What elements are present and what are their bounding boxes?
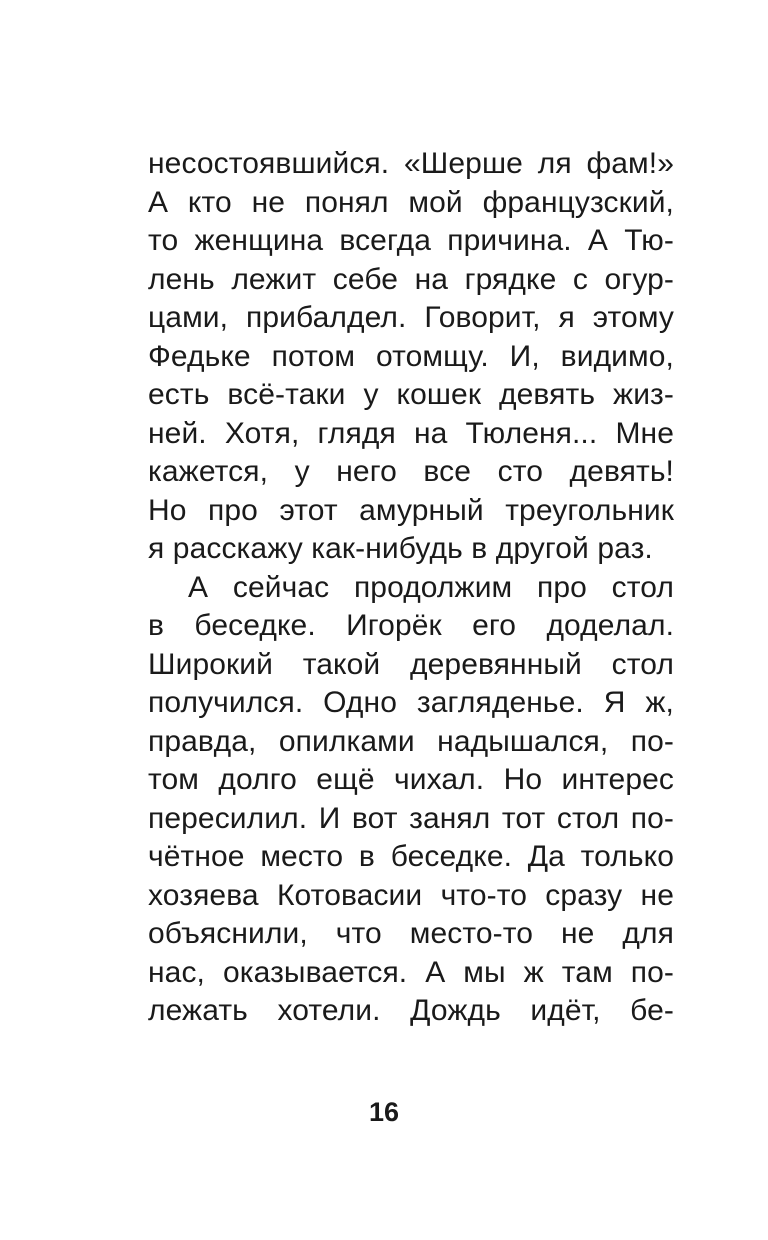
text-line: получился. Одно загляденье. Я ж, xyxy=(148,686,674,719)
text-line: пересилил. И вот занял тот стол по- xyxy=(148,801,674,835)
text-line: кажется, у него все сто девять! xyxy=(148,455,674,488)
text-line: лежать хотели. Дождь идёт, бе- xyxy=(148,994,674,1027)
text-line: есть всё-таки у кошек девять жиз- xyxy=(148,378,674,411)
page-number: 16 xyxy=(368,1097,400,1127)
text-line: чётное место в беседке. Да только xyxy=(148,840,674,873)
text-line: несостоявшийся. «Шерше ля фам!» xyxy=(148,147,674,180)
text-line: то женщина всегда причина. А Тю- xyxy=(148,224,674,257)
paragraph-2 xyxy=(148,569,674,1031)
text-line: А кто не понял мой французский, xyxy=(148,185,674,219)
text-line: в беседке. Игорёк его доделал. xyxy=(148,609,674,642)
paragraph-1 xyxy=(148,145,674,569)
text-line: Широкий такой деревянный стол xyxy=(148,647,674,681)
text-line: Федьке потом отомщу. И, видимо, xyxy=(148,339,674,373)
text-line: нас, оказывается. А мы ж там по- xyxy=(148,955,674,989)
text-line: правда, опилками надышался, по- xyxy=(148,724,674,758)
text-line: ней. Хотя, глядя на Тюленя... Мне xyxy=(148,416,674,450)
text-line: А сейчас продолжим про стол xyxy=(188,570,674,604)
text-line: объяснили, что место-то не для xyxy=(148,917,674,950)
body-text xyxy=(148,145,674,1031)
text-line: том долго ещё чихал. Но интерес xyxy=(148,763,674,796)
text-line: цами, прибалдел. Говорит, я этому xyxy=(148,301,674,334)
text-line: Но про этот амурный треугольник xyxy=(148,493,674,527)
text-line: хозяева Котовасии что-то сразу не xyxy=(148,878,674,912)
text-line: лень лежит себе на грядке с огур- xyxy=(148,262,674,296)
text-line: я расскажу как-нибудь в другой раз. xyxy=(148,532,653,565)
